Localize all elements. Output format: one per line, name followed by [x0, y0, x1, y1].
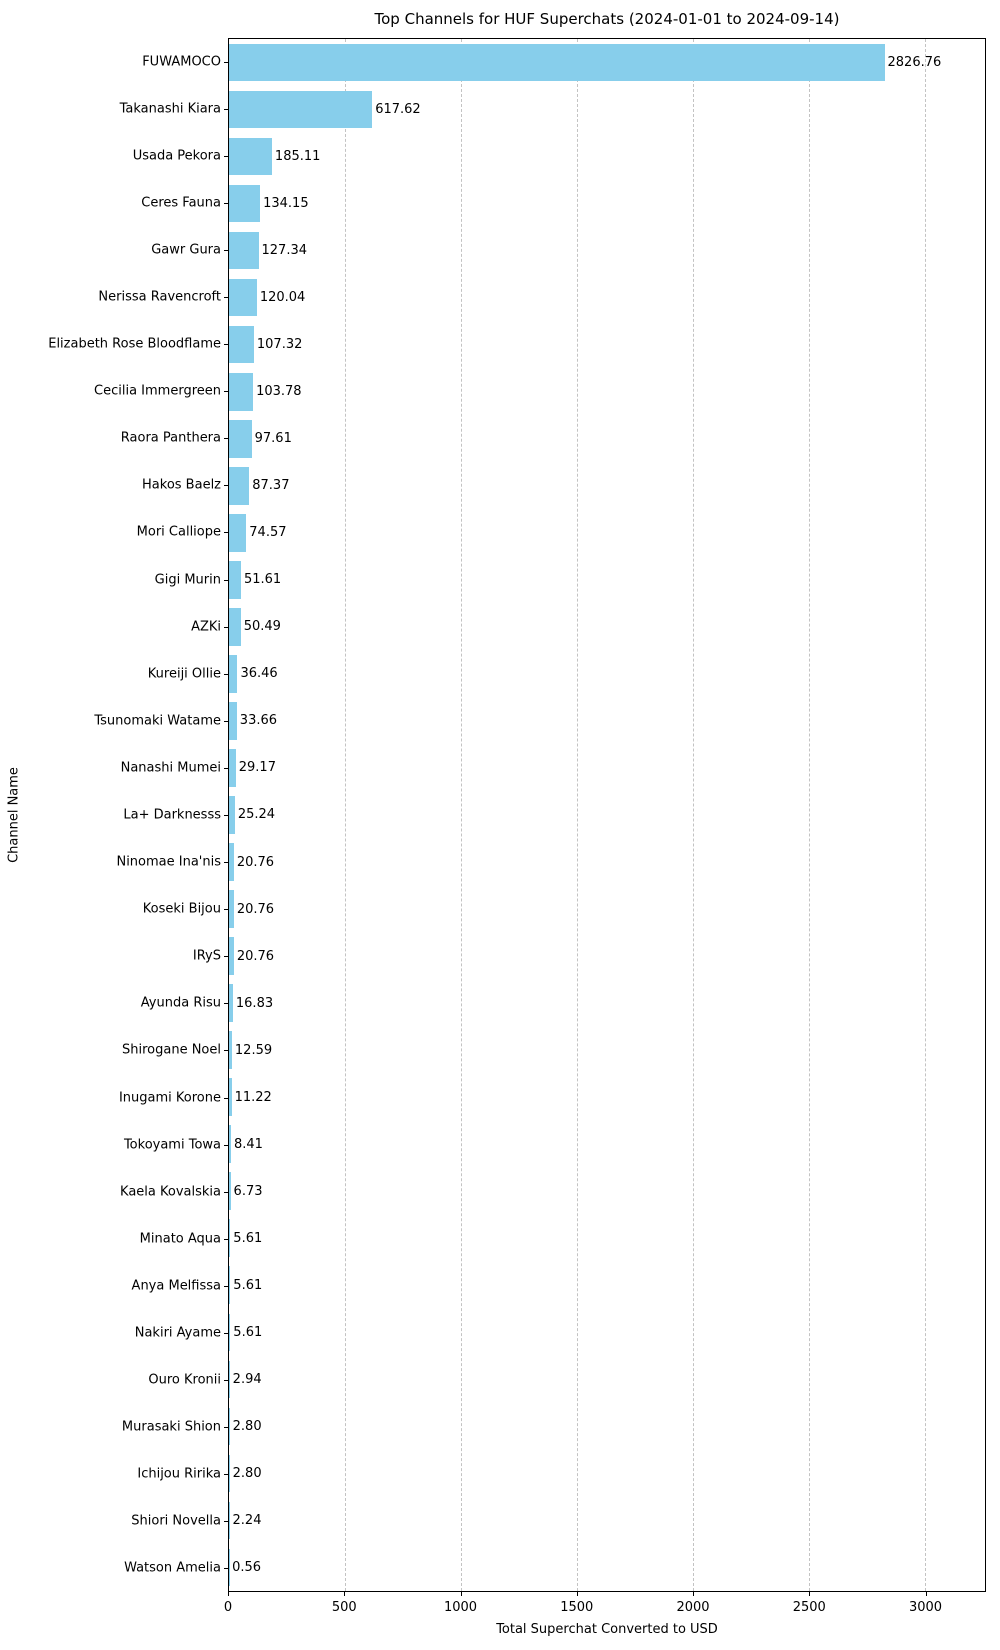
bar [229, 1408, 230, 1446]
y-tick-label: Nanashi Mumei [120, 760, 221, 776]
y-tick-label: Raora Panthera [120, 430, 221, 446]
bar-value-label: 8.41 [233, 1136, 263, 1152]
bar [229, 1078, 232, 1116]
bar-value-label: 2.94 [232, 1371, 262, 1387]
x-tick-mark [926, 1592, 927, 1596]
x-tick-mark [693, 1592, 694, 1596]
bar-row [229, 796, 985, 834]
x-tick-mark [344, 1592, 345, 1596]
bar-value-label: 16.83 [235, 995, 274, 1011]
bar-row [229, 749, 985, 787]
y-tick-mark [224, 62, 228, 63]
bar-row [229, 702, 985, 740]
y-tick-label: Nerissa Ravencroft [98, 289, 221, 305]
bar [229, 702, 237, 740]
y-tick-label: Kaela Kovalskia [120, 1184, 221, 1200]
bar-row [229, 1219, 985, 1257]
bar-value-label: 2.80 [232, 1465, 262, 1481]
y-tick-label: FUWAMOCO [142, 54, 221, 70]
y-tick-label: Usada Pekora [132, 148, 221, 164]
bar-row [229, 420, 985, 458]
y-tick-label: Cecilia Immergreen [94, 383, 221, 399]
chart-title: Top Channels for HUF Superchats (2024-01-01 to 2024-09-14) [374, 10, 840, 28]
y-tick-mark [224, 532, 228, 533]
bar-row [229, 1408, 985, 1446]
y-tick-label: Gawr Gura [151, 242, 221, 258]
bar [229, 1314, 230, 1352]
x-tick-label: 500 [331, 1600, 357, 1615]
y-tick-mark [224, 815, 228, 816]
bar-row [229, 91, 985, 129]
bar-row [229, 655, 985, 693]
bar-value-label: 74.57 [249, 525, 287, 541]
y-tick-mark [224, 1192, 228, 1193]
y-tick-mark [224, 485, 228, 486]
bar [229, 1031, 232, 1069]
y-tick-label: La+ Darknesss [123, 807, 221, 823]
y-tick-label: Tsunomaki Watame [94, 713, 221, 729]
bar-row [229, 1031, 985, 1069]
bar-value-label: 5.61 [233, 1230, 263, 1246]
y-tick-mark [224, 1050, 228, 1051]
y-tick-label: Murasaki Shion [121, 1419, 221, 1435]
bar [229, 843, 234, 881]
bar-value-label: 2.80 [232, 1418, 262, 1434]
bar [229, 279, 257, 317]
bar-value-label: 11.22 [234, 1089, 272, 1105]
y-tick-mark [224, 203, 228, 204]
y-tick-label: Koseki Bijou [142, 901, 221, 917]
y-tick-label: Tokoyami Towa [123, 1137, 221, 1153]
y-tick-label: Shiori Novella [131, 1513, 221, 1529]
bar [229, 655, 237, 693]
bar [229, 1361, 230, 1399]
bar-value-label: 87.37 [252, 478, 290, 494]
bar-value-label: 0.56 [232, 1559, 262, 1575]
x-tick-label: 1000 [443, 1600, 478, 1615]
y-tick-mark [224, 391, 228, 392]
y-tick-mark [224, 156, 228, 157]
bar-row [229, 1078, 985, 1116]
bar-row [229, 1502, 985, 1540]
bar-value-label: 120.04 [259, 290, 306, 306]
bar-row [229, 608, 985, 646]
x-tick-mark [577, 1592, 578, 1596]
y-tick-mark [224, 627, 228, 628]
y-tick-mark [224, 1568, 228, 1569]
bar [229, 796, 235, 834]
bar-row [229, 44, 985, 82]
bar [229, 467, 249, 505]
bar [229, 373, 253, 411]
bar-value-label: 20.76 [236, 854, 275, 870]
y-tick-label: Kureiji Ollie [147, 666, 221, 682]
y-tick-mark [224, 250, 228, 251]
bar-row [229, 1266, 985, 1304]
bar [229, 890, 234, 928]
bar [229, 91, 372, 129]
bar [229, 1266, 230, 1304]
y-tick-mark [224, 1474, 228, 1475]
x-tick-label: 0 [223, 1600, 233, 1615]
bar-row [229, 1455, 985, 1493]
bar-value-label: 2.24 [232, 1512, 262, 1528]
y-tick-label: Inugami Korone [118, 1090, 221, 1106]
bar [229, 420, 252, 458]
bar-row [229, 1125, 985, 1163]
bar-value-label: 51.61 [243, 572, 282, 588]
y-tick-mark [224, 344, 228, 345]
bar-value-label: 107.32 [256, 337, 303, 353]
bar-value-label: 6.73 [233, 1183, 263, 1199]
bar-value-label: 97.61 [254, 431, 292, 447]
bar-row [229, 1361, 985, 1399]
y-tick-mark [224, 1098, 228, 1099]
bar-value-label: 50.49 [243, 619, 281, 635]
y-tick-mark [224, 580, 228, 581]
x-tick-label: 3000 [908, 1600, 943, 1615]
y-tick-mark [224, 909, 228, 910]
y-tick-mark [224, 438, 228, 439]
bar-row [229, 373, 985, 411]
bar-row [229, 326, 985, 364]
bar-value-label: 12.59 [234, 1042, 273, 1058]
bar-value-label: 127.34 [261, 243, 308, 259]
bar-row [229, 937, 985, 975]
x-tick-label: 2000 [676, 1600, 710, 1615]
bar [229, 185, 260, 223]
y-tick-mark [224, 297, 228, 298]
bar-value-label: 33.66 [239, 713, 278, 729]
bar [229, 232, 259, 270]
bar-value-label: 2826.76 [887, 54, 942, 70]
y-tick-mark [224, 1003, 228, 1004]
bar-row [229, 185, 985, 223]
x-tick-mark [461, 1592, 462, 1596]
bar-row [229, 561, 985, 599]
y-axis-tick-labels [0, 38, 221, 1592]
y-tick-mark [224, 956, 228, 957]
bar-value-label: 29.17 [238, 760, 276, 776]
y-tick-label: Watson Amelia [124, 1560, 221, 1576]
bar [229, 514, 246, 552]
y-tick-label: Ceres Fauna [141, 195, 221, 211]
bar-value-label: 5.61 [233, 1277, 263, 1293]
y-tick-label: Ichijou Ririka [137, 1466, 221, 1482]
bar-row [229, 984, 985, 1022]
bar-value-label: 5.61 [233, 1324, 263, 1340]
x-tick-mark [809, 1592, 810, 1596]
y-tick-label: Ninomae Ina'nis [116, 854, 221, 870]
bar [229, 561, 241, 599]
x-tick-mark [228, 1592, 229, 1596]
y-tick-label: Hakos Baelz [142, 477, 221, 493]
bar [229, 608, 241, 646]
plot-area [228, 38, 986, 1592]
x-tick-label: 2500 [792, 1600, 826, 1615]
x-axis-label: Total Superchat Converted to USD [496, 1622, 718, 1637]
bar-value-label: 185.11 [274, 149, 321, 165]
bar-row [229, 1314, 985, 1352]
y-tick-label: Shirogane Noel [122, 1042, 221, 1058]
bar [229, 44, 885, 82]
bar [229, 1172, 231, 1210]
y-tick-label: Mori Calliope [136, 524, 221, 540]
y-tick-label: Takanashi Kiara [119, 101, 221, 117]
bar-value-label: 25.24 [237, 807, 276, 823]
bar [229, 937, 234, 975]
bar-row [229, 232, 985, 270]
y-tick-mark [224, 1380, 228, 1381]
y-axis-label: Channel Name [6, 767, 22, 863]
y-tick-mark [224, 1145, 228, 1146]
bar-row [229, 1549, 985, 1587]
bar-row [229, 1172, 985, 1210]
bar [229, 984, 233, 1022]
y-tick-label: Minato Aqua [139, 1231, 221, 1247]
y-tick-mark [224, 1427, 228, 1428]
bar-value-label: 617.62 [375, 102, 421, 118]
y-tick-label: Nakiri Ayame [134, 1325, 221, 1341]
x-tick-label: 1500 [560, 1600, 594, 1615]
bar-value-label: 20.76 [236, 948, 275, 964]
bar-value-label: 134.15 [263, 196, 309, 212]
bar [229, 1502, 230, 1540]
bar-row [229, 843, 985, 881]
bar-row [229, 279, 985, 317]
y-tick-label: Elizabeth Rose Bloodflame [48, 336, 221, 352]
y-tick-mark [224, 721, 228, 722]
bar-row [229, 890, 985, 928]
bar [229, 1219, 230, 1257]
bar [229, 1455, 230, 1493]
bar-row [229, 138, 985, 176]
bar-row [229, 514, 985, 552]
bar-value-label: 20.76 [236, 901, 275, 917]
y-tick-label: Ayunda Risu [140, 995, 221, 1011]
bar [229, 138, 272, 176]
y-tick-mark [224, 674, 228, 675]
y-tick-mark [224, 1333, 228, 1334]
bar-value-label: 36.46 [240, 666, 278, 682]
y-tick-label: IRyS [192, 948, 221, 964]
bar [229, 326, 254, 364]
bar-row [229, 467, 985, 505]
y-tick-mark [224, 1239, 228, 1240]
bar [229, 1125, 231, 1163]
y-tick-mark [224, 1521, 228, 1522]
y-tick-mark [224, 768, 228, 769]
y-tick-label: AZKi [191, 619, 221, 635]
y-tick-label: Anya Melfissa [131, 1278, 221, 1294]
y-tick-label: Ouro Kronii [148, 1372, 221, 1388]
y-tick-mark [224, 109, 228, 110]
bar-value-label: 103.78 [256, 384, 302, 400]
y-tick-label: Gigi Murin [154, 572, 221, 588]
y-tick-mark [224, 862, 228, 863]
bar [229, 749, 236, 787]
y-tick-mark [224, 1286, 228, 1287]
